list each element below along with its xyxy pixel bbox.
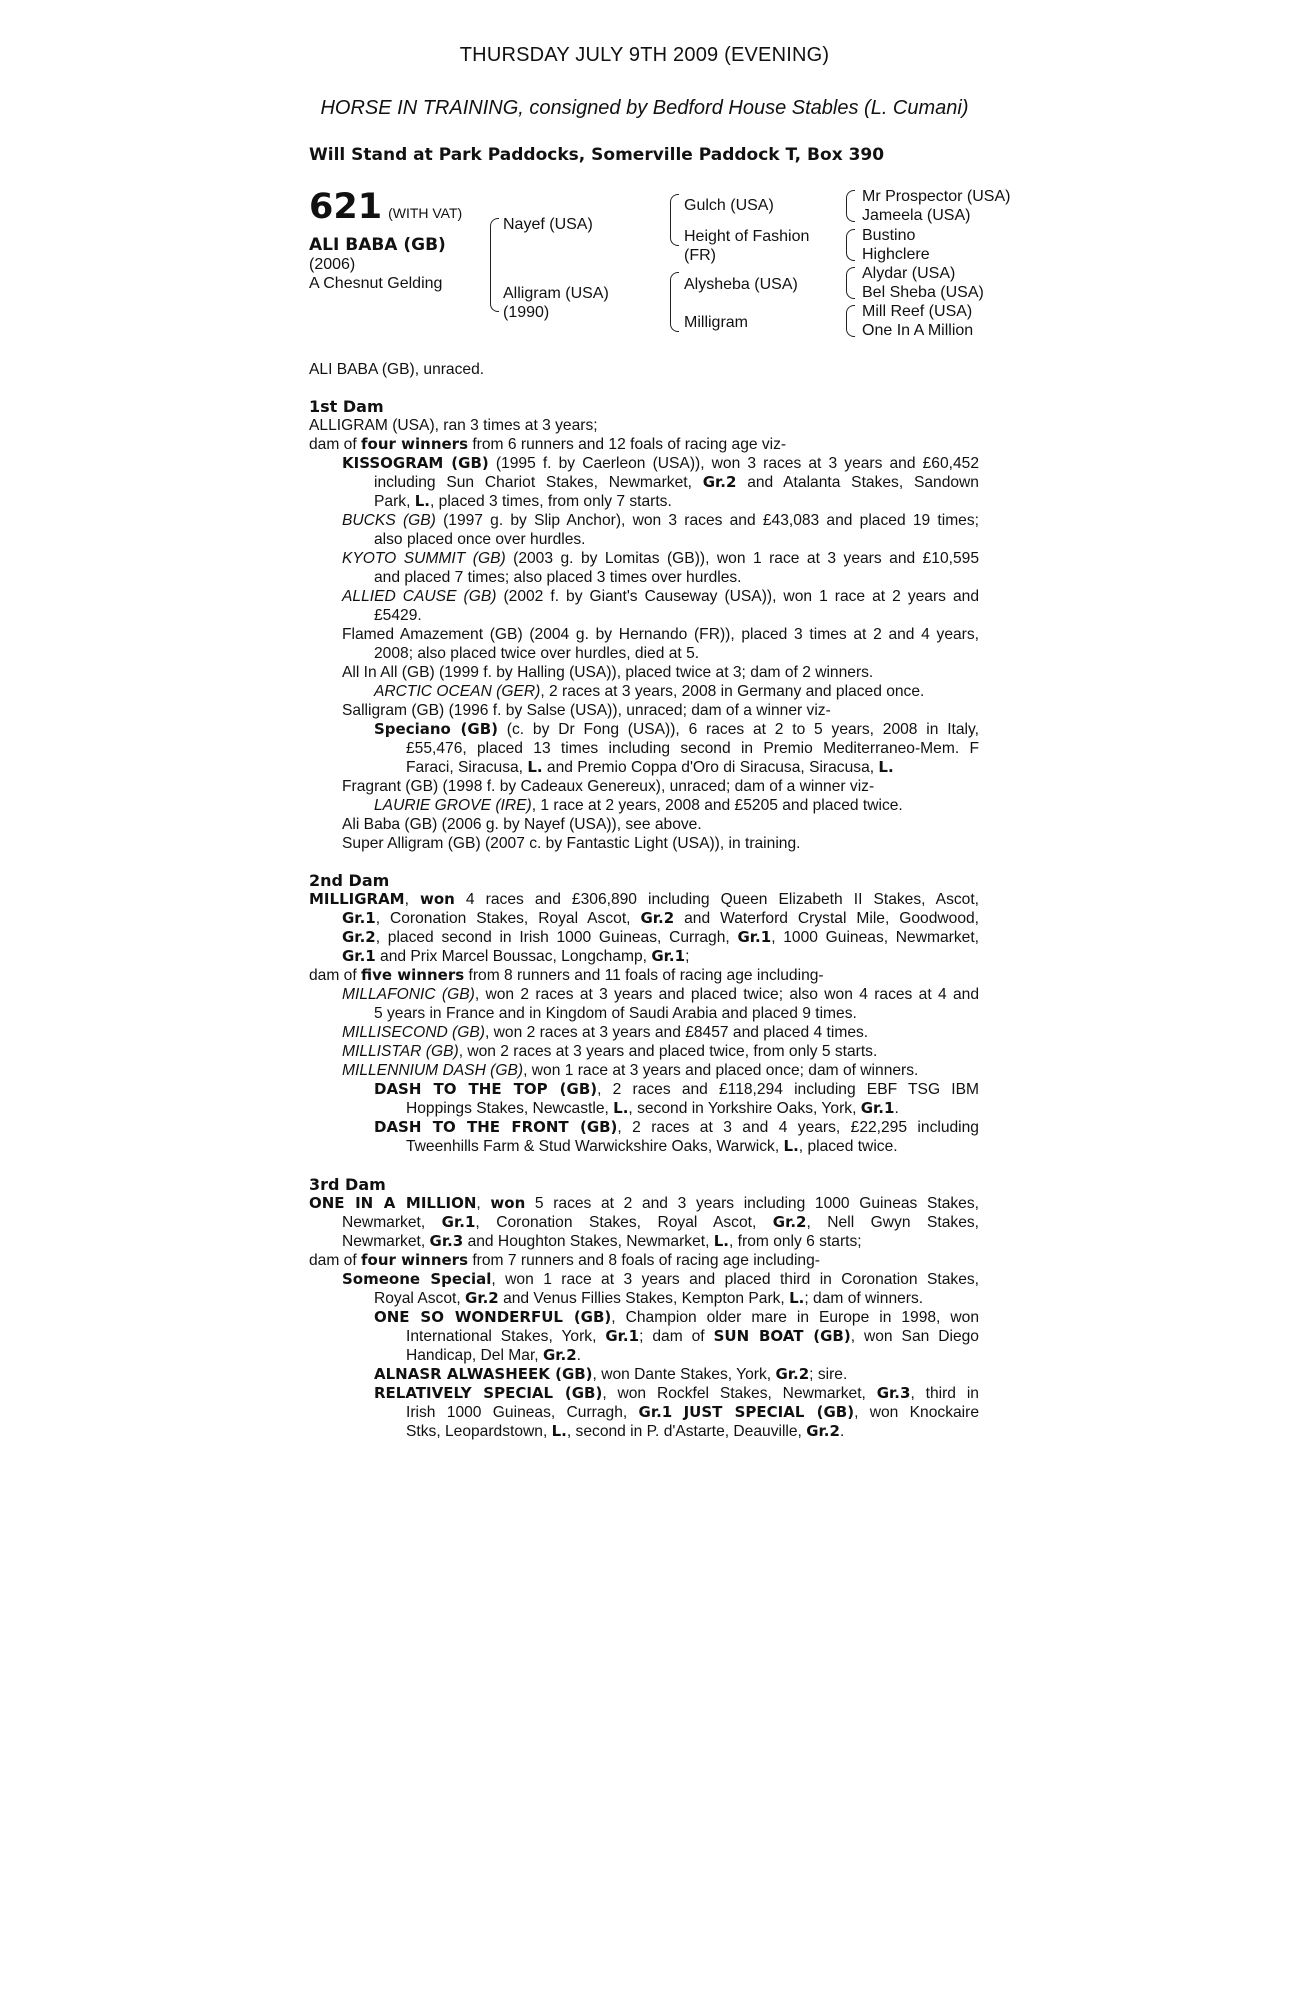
race-summary: ALI BABA (GB), unraced.	[309, 361, 485, 378]
produce-entry: Salligram (GB) (1996 f. by Salse (USA)), unraced; dam of a winner viz-	[342, 702, 831, 719]
pedigree-dam: Alligram (USA)	[503, 285, 609, 302]
second-dam-section	[309, 871, 979, 1156]
first-dam-section	[309, 397, 979, 853]
produce-entry-progeny: ONE SO WONDERFUL (GB), Champion older mare in Europe in 1998, won	[374, 1308, 979, 1326]
dam-line-cont: Gr.1 and Prix Marcel Boussac, Longchamp, Gr.1;	[342, 947, 690, 965]
pedigree-g8: One In A Million	[862, 322, 974, 339]
produce-entry-cont: Park, L., placed 3 times, from only 7 starts.	[374, 492, 672, 510]
produce-entry-progeny: Speciano (GB) (c. by Dr Fong (USA)), 6 races at 2 to 5 years, 2008 in Italy,	[374, 720, 979, 738]
produce-entry: MILLISTAR (GB), won 2 races at 3 years and placed twice, from only 5 starts.	[342, 1043, 878, 1060]
produce-entry-progeny: DASH TO THE TOP (GB), 2 races and £118,294 including EBF TSG IBM	[374, 1080, 979, 1098]
pedigree-brace-g1	[846, 190, 855, 222]
pedigree-sire-dam: Height of Fashion	[684, 228, 810, 245]
produce-entry: Ali Baba (GB) (2006 g. by Nayef (USA)), see above.	[342, 816, 702, 833]
produce-entry-cont: and placed 7 times; also placed 3 times over hurdles.	[374, 569, 742, 586]
pedigree-sire: Nayef (USA)	[503, 216, 593, 233]
sale-date: THURSDAY JULY 9TH 2009 (EVENING)	[459, 44, 830, 66]
produce-entry-cont: Handicap, Del Mar, Gr.2.	[406, 1346, 582, 1364]
lot-header	[309, 187, 462, 227]
horse-name: ALI BABA (GB)	[309, 235, 446, 255]
pedigree-dam-year: (1990)	[503, 304, 550, 321]
dam-produce-line: dam of four winners from 7 runners and 8 foals of racing age including-	[309, 1251, 820, 1269]
pedigree-brace-sire	[670, 194, 679, 246]
produce-entry: MILLENNIUM DASH (GB), won 1 race at 3 years and placed once; dam of winners.	[342, 1062, 919, 1079]
pedigree-brace-g4	[846, 305, 855, 337]
pedigree-brace-g3	[846, 267, 855, 299]
produce-entry-cont: 2008; also placed twice over hurdles, died at 5.	[374, 645, 700, 662]
produce-entry-cont: Irish 1000 Guineas, Curragh, Gr.1 JUST SPECIAL (GB), won Knockaire	[406, 1403, 979, 1421]
dam-line-cont: Newmarket, Gr.3 and Houghton Stakes, Newmarket, L., from only 6 starts;	[342, 1232, 862, 1250]
dam-produce-line: dam of five winners from 8 runners and 11 foals of racing age including-	[309, 966, 824, 984]
produce-entry-cont: also placed once over hurdles.	[374, 531, 586, 548]
produce-entry-cont: Stks, Leopardstown, L., second in P. d'Astarte, Deauville, Gr.2.	[406, 1422, 845, 1440]
pedigree-g1: Mr Prospector (USA)	[862, 188, 1011, 205]
produce-entry: All In All (GB) (1999 f. by Halling (USA)), placed twice at 3; dam of 2 winners.	[342, 664, 874, 681]
produce-entry: MILLAFONIC (GB), won 2 races at 3 years and placed twice; also won 4 races at 4 and	[342, 986, 979, 1003]
vat-note: (WITH VAT)	[388, 205, 463, 221]
produce-entry-cont: £55,476, placed 13 times including second in Premio Mediterraneo-Mem. F	[406, 740, 979, 757]
dam-line-cont: Gr.2, placed second in Irish 1000 Guineas, Curragh, Gr.1, 1000 Guineas, Newmarket,	[342, 928, 979, 946]
produce-entry: BUCKS (GB) (1997 g. by Slip Anchor), won 3 races and £43,083 and placed 19 times;	[342, 512, 979, 529]
produce-entry-progeny: ARCTIC OCEAN (GER), 2 races at 3 years, 2008 in Germany and placed once.	[374, 683, 925, 700]
dam-line-cont: Gr.1, Coronation Stakes, Royal Ascot, Gr.2 and Waterford Crystal Mile, Goodwood,	[342, 909, 979, 927]
produce-entry: ALLIED CAUSE (GB) (2002 f. by Giant's Causeway (USA)), won 1 race at 2 years and	[342, 588, 979, 605]
pedigree-dam-dam: Milligram	[684, 314, 748, 331]
pedigree-g5: Alydar (USA)	[862, 265, 956, 282]
produce-entry: MILLISECOND (GB), won 2 races at 3 years and £8457 and placed 4 times.	[342, 1024, 869, 1041]
lot-number: 621	[309, 187, 383, 227]
produce-entry-progeny: DASH TO THE FRONT (GB), 2 races at 3 and 4 years, £22,295 including	[374, 1118, 979, 1136]
produce-entry-cont: Tweenhills Farm & Stud Warwickshire Oaks, Warwick, L., placed twice.	[406, 1137, 898, 1155]
third-dam-heading: 3rd Dam	[309, 1175, 386, 1194]
first-dam-heading: 1st Dam	[309, 397, 384, 416]
dam-line: ONE IN A MILLION, won 5 races at 2 and 3 years including 1000 Guineas Stakes,	[309, 1194, 979, 1212]
stand-location: Will Stand at Park Paddocks, Somerville Paddock T, Box 390	[309, 145, 885, 165]
dam-line: ALLIGRAM (USA), ran 3 times at 3 years;	[309, 417, 598, 434]
pedigree-brace-parents	[490, 218, 499, 312]
pedigree-g2: Jameela (USA)	[862, 207, 971, 224]
produce-entry: KISSOGRAM (GB) (1995 f. by Caerleon (USA)), won 3 races at 3 years and £60,452	[342, 454, 979, 472]
pedigree-brace-dam	[670, 272, 679, 332]
produce-entry-cont: Faraci, Siracusa, L. and Premio Coppa d'Oro di Siracusa, Siracusa, L.	[406, 758, 894, 776]
pedigree-g4: Highclere	[862, 246, 930, 263]
produce-entry: KYOTO SUMMIT (GB) (2003 g. by Lomitas (GB)), won 1 race at 3 years and £10,595	[342, 550, 979, 567]
produce-entry-progeny: LAURIE GROVE (IRE), 1 race at 2 years, 2008 and £5205 and placed twice.	[374, 797, 903, 814]
pedigree-brace-g2	[846, 229, 855, 261]
pedigree-g6: Bel Sheba (USA)	[862, 284, 984, 301]
consignment-line: HORSE IN TRAINING, consigned by Bedford House Stables (L. Cumani)	[320, 97, 969, 119]
dam-line: MILLIGRAM, won 4 races and £306,890 including Queen Elizabeth II Stakes, Ascot,	[309, 890, 979, 908]
produce-entry: Flamed Amazement (GB) (2004 g. by Hernando (FR)), placed 3 times at 2 and 4 years,	[342, 626, 979, 643]
produce-entry-cont: 5 years in France and in Kingdom of Saudi Arabia and placed 9 times.	[374, 1005, 857, 1022]
produce-entry-progeny: RELATIVELY SPECIAL (GB), won Rockfel Stakes, Newmarket, Gr.3, third in	[374, 1384, 979, 1402]
produce-entry-cont: International Stakes, York, Gr.1; dam of SUN BOAT (GB), won San Diego	[406, 1327, 979, 1345]
horse-description: A Chesnut Gelding	[309, 275, 443, 292]
pedigree-dam-sire: Alysheba (USA)	[684, 276, 798, 293]
produce-entry: Fragrant (GB) (1998 f. by Cadeaux Genereux), unraced; dam of a winner viz-	[342, 778, 875, 795]
pedigree-sire-dam-country: (FR)	[684, 247, 716, 264]
produce-entry: Super Alligram (GB) (2007 c. by Fantastic Light (USA)), in training.	[342, 835, 801, 852]
produce-entry: Someone Special, won 1 race at 3 years and placed third in Coronation Stakes,	[342, 1270, 979, 1288]
pedigree-sire-sire: Gulch (USA)	[684, 197, 774, 214]
second-dam-heading: 2nd Dam	[309, 871, 390, 890]
produce-entry-cont: including Sun Chariot Stakes, Newmarket, Gr.2 and Atalanta Stakes, Sandown	[374, 473, 979, 491]
pedigree-g3: Bustino	[862, 227, 916, 244]
third-dam-section	[309, 1175, 979, 1441]
produce-entry-cont: £5429.	[374, 607, 422, 624]
horse-year: (2006)	[309, 256, 356, 273]
produce-entry-cont: Hoppings Stakes, Newcastle, L., second in Yorkshire Oaks, York, Gr.1.	[406, 1099, 899, 1117]
pedigree-g7: Mill Reef (USA)	[862, 303, 973, 320]
dam-line-cont: Newmarket, Gr.1, Coronation Stakes, Royal Ascot, Gr.2, Nell Gwyn Stakes,	[342, 1213, 979, 1231]
dam-produce-line: dam of four winners from 6 runners and 12 foals of racing age viz-	[309, 435, 787, 453]
produce-entry-progeny: ALNASR ALWASHEEK (GB), won Dante Stakes, York, Gr.2; sire.	[374, 1365, 848, 1383]
produce-entry-cont: Royal Ascot, Gr.2 and Venus Fillies Stakes, Kempton Park, L.; dam of winners.	[374, 1289, 924, 1307]
